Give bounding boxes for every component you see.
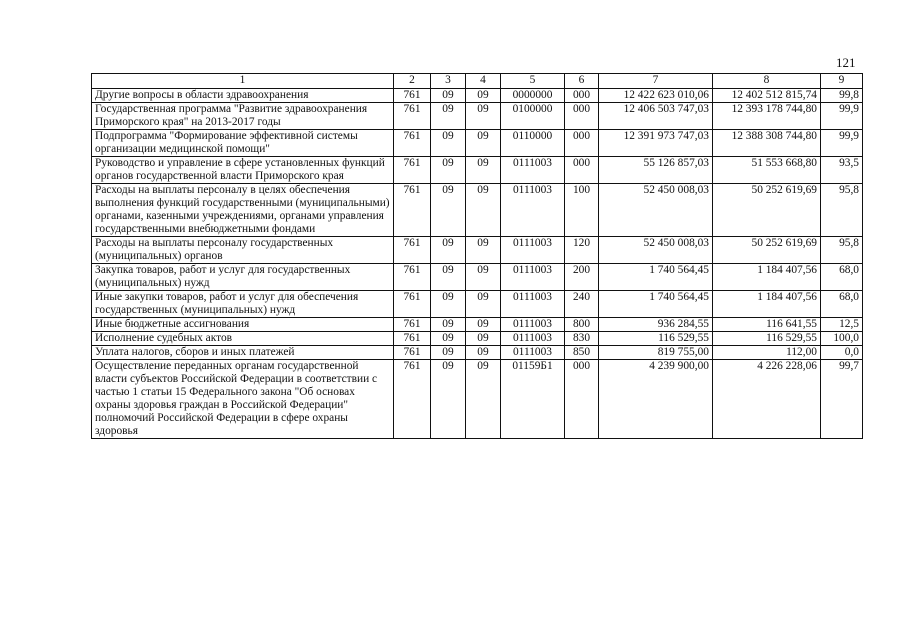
target-article-code: 0111003	[501, 318, 565, 332]
executed-amount: 51 553 668,80	[713, 157, 821, 184]
ministry-code: 761	[394, 346, 431, 360]
expense-type-code: 100	[565, 184, 599, 237]
ministry-code: 761	[394, 103, 431, 130]
section-code: 09	[431, 318, 466, 332]
execution-percent: 99,9	[821, 103, 863, 130]
table-row	[92, 291, 863, 318]
expense-type-code: 850	[565, 346, 599, 360]
expense-name: Расходы на выплаты персоналу в целях обеспечения выполнения функций государственными (муниципальными) органами, казенными учреждениями, органами управления государственными внебюджетными фондами	[92, 184, 394, 237]
approved-amount: 12 422 623 010,06	[599, 89, 713, 103]
subsection-code: 09	[466, 360, 501, 439]
section-code: 09	[431, 130, 466, 157]
subsection-code: 09	[466, 318, 501, 332]
expense-type-code: 830	[565, 332, 599, 346]
table-row	[92, 346, 863, 360]
expense-type-code: 800	[565, 318, 599, 332]
executed-amount: 1 184 407,56	[713, 291, 821, 318]
executed-amount: 112,00	[713, 346, 821, 360]
execution-percent: 95,8	[821, 237, 863, 264]
table-row	[92, 360, 863, 439]
approved-amount: 116 529,55	[599, 332, 713, 346]
executed-amount: 12 388 308 744,80	[713, 130, 821, 157]
table-row	[92, 157, 863, 184]
target-article-code: 0111003	[501, 184, 565, 237]
expense-type-code: 000	[565, 89, 599, 103]
subsection-code: 09	[466, 332, 501, 346]
target-article-code: 0111003	[501, 346, 565, 360]
target-article-code: 0110000	[501, 130, 565, 157]
subsection-code: 09	[466, 89, 501, 103]
section-code: 09	[431, 264, 466, 291]
execution-percent: 95,8	[821, 184, 863, 237]
column-header-2: 2	[394, 74, 431, 89]
expense-type-code: 240	[565, 291, 599, 318]
section-code: 09	[431, 89, 466, 103]
column-header-9: 9	[821, 74, 863, 89]
execution-percent: 68,0	[821, 291, 863, 318]
section-code: 09	[431, 103, 466, 130]
target-article-code: 01159Б1	[501, 360, 565, 439]
ministry-code: 761	[394, 184, 431, 237]
execution-percent: 0,0	[821, 346, 863, 360]
approved-amount: 4 239 900,00	[599, 360, 713, 439]
approved-amount: 819 755,00	[599, 346, 713, 360]
executed-amount: 1 184 407,56	[713, 264, 821, 291]
table-row	[92, 103, 863, 130]
column-header-1: 1	[92, 74, 394, 89]
expense-name: Руководство и управление в сфере установленных функций органов государственной власти Приморского края	[92, 157, 394, 184]
executed-amount: 4 226 228,06	[713, 360, 821, 439]
ministry-code: 761	[394, 157, 431, 184]
executed-amount: 12 393 178 744,80	[713, 103, 821, 130]
section-code: 09	[431, 237, 466, 264]
execution-percent: 68,0	[821, 264, 863, 291]
section-code: 09	[431, 184, 466, 237]
target-article-code: 0100000	[501, 103, 565, 130]
approved-amount: 52 450 008,03	[599, 237, 713, 264]
expense-name: Другие вопросы в области здравоохранения	[92, 89, 394, 103]
expense-name: Исполнение судебных актов	[92, 332, 394, 346]
table-body	[92, 89, 863, 439]
executed-amount: 12 402 512 815,74	[713, 89, 821, 103]
ministry-code: 761	[394, 291, 431, 318]
expense-type-code: 000	[565, 103, 599, 130]
target-article-code: 0111003	[501, 291, 565, 318]
expense-name: Иные закупки товаров, работ и услуг для обеспечения государственных (муниципальных) нужд	[92, 291, 394, 318]
expense-name: Расходы на выплаты персоналу государственных (муниципальных) органов	[92, 237, 394, 264]
table-row	[92, 237, 863, 264]
table-row	[92, 318, 863, 332]
execution-percent: 12,5	[821, 318, 863, 332]
column-header-5: 5	[501, 74, 565, 89]
column-header-6: 6	[565, 74, 599, 89]
expense-name: Подпрограмма "Формирование эффективной системы организации медицинской помощи"	[92, 130, 394, 157]
target-article-code: 0111003	[501, 332, 565, 346]
ministry-code: 761	[394, 130, 431, 157]
approved-amount: 12 391 973 747,03	[599, 130, 713, 157]
approved-amount: 1 740 564,45	[599, 264, 713, 291]
ministry-code: 761	[394, 264, 431, 291]
executed-amount: 116 641,55	[713, 318, 821, 332]
subsection-code: 09	[466, 157, 501, 184]
ministry-code: 761	[394, 237, 431, 264]
execution-percent: 99,9	[821, 130, 863, 157]
column-header-3: 3	[431, 74, 466, 89]
section-code: 09	[431, 346, 466, 360]
executed-amount: 50 252 619,69	[713, 184, 821, 237]
execution-percent: 99,8	[821, 89, 863, 103]
ministry-code: 761	[394, 89, 431, 103]
section-code: 09	[431, 291, 466, 318]
header-row	[92, 74, 863, 89]
subsection-code: 09	[466, 130, 501, 157]
table-row	[92, 184, 863, 237]
ministry-code: 761	[394, 332, 431, 346]
expense-type-code: 000	[565, 360, 599, 439]
table-row	[92, 130, 863, 157]
subsection-code: 09	[466, 264, 501, 291]
section-code: 09	[431, 332, 466, 346]
ministry-code: 761	[394, 318, 431, 332]
target-article-code: 0111003	[501, 237, 565, 264]
table-row	[92, 264, 863, 291]
expense-type-code: 200	[565, 264, 599, 291]
subsection-code: 09	[466, 103, 501, 130]
expense-name: Государственная программа "Развитие здравоохранения Приморского края" на 2013-2017 годы	[92, 103, 394, 130]
expense-name: Иные бюджетные ассигнования	[92, 318, 394, 332]
approved-amount: 936 284,55	[599, 318, 713, 332]
expense-name: Уплата налогов, сборов и иных платежей	[92, 346, 394, 360]
expense-type-code: 000	[565, 157, 599, 184]
budget-table	[91, 73, 863, 439]
table-row	[92, 332, 863, 346]
subsection-code: 09	[466, 291, 501, 318]
subsection-code: 09	[466, 237, 501, 264]
approved-amount: 52 450 008,03	[599, 184, 713, 237]
page-number: 121	[836, 55, 856, 70]
expense-name: Осуществление переданных органам государственной власти субъектов Российской Федерации в соответствии с частью 1 статьи 15 Федерального закона "Об основах охраны здоровья граждан в Российской Федерации" полномочий Российской Федерации в сфере охраны здоровья	[92, 360, 394, 439]
execution-percent: 93,5	[821, 157, 863, 184]
expense-name: Закупка товаров, работ и услуг для государственных (муниципальных) нужд	[92, 264, 394, 291]
expense-type-code: 120	[565, 237, 599, 264]
executed-amount: 116 529,55	[713, 332, 821, 346]
executed-amount: 50 252 619,69	[713, 237, 821, 264]
execution-percent: 99,7	[821, 360, 863, 439]
approved-amount: 55 126 857,03	[599, 157, 713, 184]
column-header-7: 7	[599, 74, 713, 89]
approved-amount: 1 740 564,45	[599, 291, 713, 318]
subsection-code: 09	[466, 346, 501, 360]
target-article-code: 0111003	[501, 157, 565, 184]
column-header-8: 8	[713, 74, 821, 89]
ministry-code: 761	[394, 360, 431, 439]
subsection-code: 09	[466, 184, 501, 237]
expense-type-code: 000	[565, 130, 599, 157]
section-code: 09	[431, 157, 466, 184]
column-header-4: 4	[466, 74, 501, 89]
table-row	[92, 89, 863, 103]
section-code: 09	[431, 360, 466, 439]
target-article-code: 0111003	[501, 264, 565, 291]
target-article-code: 0000000	[501, 89, 565, 103]
approved-amount: 12 406 503 747,03	[599, 103, 713, 130]
execution-percent: 100,0	[821, 332, 863, 346]
